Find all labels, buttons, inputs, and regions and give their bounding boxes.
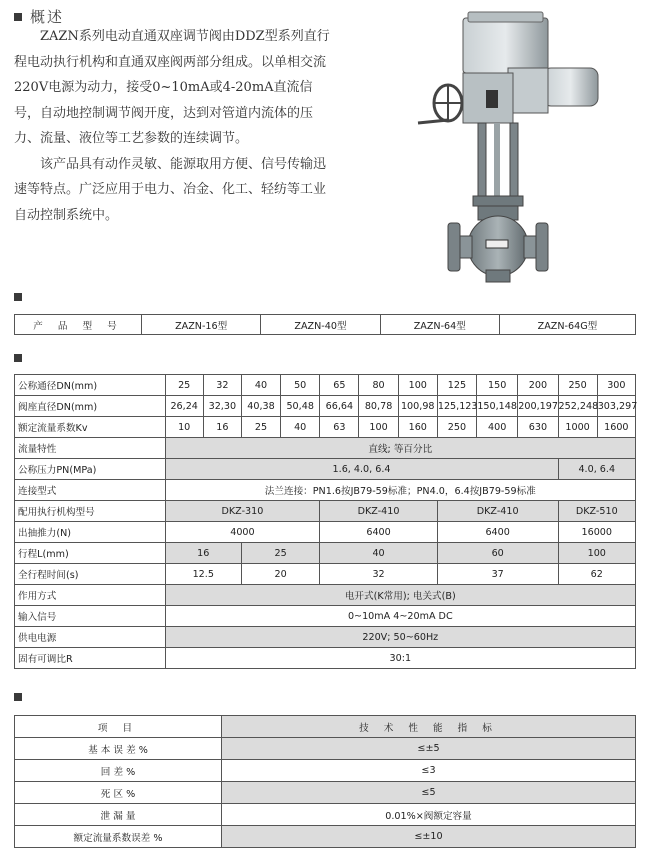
- kv-cell: 10: [165, 417, 203, 438]
- dn-cell: 80: [359, 375, 398, 396]
- overview-paragraph-2: 该产品具有动作灵敏、能源取用方便、信号传输迅速等特点。广泛应用于电力、冶金、化工、轻纺等工业自动控制系统中。: [14, 156, 327, 223]
- model-cell: ZAZN-64G型: [499, 315, 635, 335]
- thrust-label: 出抽推力(N): [15, 522, 166, 543]
- flow-char-label: 流量特性: [15, 438, 166, 459]
- table-row: [15, 438, 636, 459]
- thrust-cell: 6400: [320, 522, 438, 543]
- dn-cell: 32: [203, 375, 241, 396]
- power-label: 供电电源: [15, 627, 166, 648]
- seat-cell: 150,148: [477, 396, 518, 417]
- table-row: [15, 522, 636, 543]
- perf-item: 泄 漏 量: [15, 804, 222, 826]
- perf-value: ≤5: [222, 782, 636, 804]
- table-row: [15, 585, 636, 606]
- table-row: [15, 417, 636, 438]
- model-section-header: [14, 293, 22, 301]
- kv-cell: 630: [518, 417, 558, 438]
- actuator-label: 配用执行机构型号: [15, 501, 166, 522]
- perf-head-item: 项 目: [15, 716, 222, 738]
- actuator-cell: DKZ-410: [437, 501, 558, 522]
- flow-char-value: 直线; 等百分比: [165, 438, 635, 459]
- actuator-cell: DKZ-310: [165, 501, 320, 522]
- dn-cell: 40: [241, 375, 280, 396]
- stroke-cell: 16: [165, 543, 241, 564]
- performance-table: [14, 715, 636, 848]
- stroke-label: 行程L(mm): [15, 543, 166, 564]
- table-row: [15, 648, 636, 669]
- table-row: [15, 480, 636, 501]
- input-value: 0~10mA 4~20mA DC: [165, 606, 635, 627]
- spec-table: [14, 374, 636, 669]
- table-row: [15, 315, 636, 335]
- time-label: 全行程时间(s): [15, 564, 166, 585]
- perf-item: 死 区 %: [15, 782, 222, 804]
- ratio-label: 固有可调比R: [15, 648, 166, 669]
- seat-cell: 125,123: [437, 396, 476, 417]
- table-row: [15, 396, 636, 417]
- table-row: [15, 459, 636, 480]
- perf-item: 额定流量系数误差 %: [15, 826, 222, 848]
- perf-value: ≤±10: [222, 826, 636, 848]
- dn-label: 公称通径DN(mm): [15, 375, 166, 396]
- section-bullet-icon: [14, 293, 22, 301]
- time-cell: 20: [241, 564, 319, 585]
- overview-title: 概述: [30, 8, 65, 26]
- seat-cell: 100,98: [398, 396, 437, 417]
- stroke-cell: 60: [437, 543, 558, 564]
- table-row: [15, 738, 636, 760]
- action-label: 作用方式: [15, 585, 166, 606]
- time-cell: 62: [558, 564, 636, 585]
- table-row: [15, 375, 636, 396]
- action-value: 电开式(K常用); 电关式(B): [165, 585, 635, 606]
- section-bullet-icon: [14, 354, 22, 362]
- seat-label: 阀座直径DN(mm): [15, 396, 166, 417]
- input-label: 输入信号: [15, 606, 166, 627]
- kv-cell: 250: [437, 417, 476, 438]
- model-cell: ZAZN-16型: [142, 315, 261, 335]
- actuator-cell: DKZ-410: [320, 501, 438, 522]
- kv-cell: 100: [359, 417, 398, 438]
- table-row: [15, 606, 636, 627]
- table-row: [15, 501, 636, 522]
- perf-item: 回 差 %: [15, 760, 222, 782]
- actuator-cell: DKZ-510: [558, 501, 636, 522]
- stroke-cell: 25: [241, 543, 319, 564]
- kv-cell: 25: [241, 417, 280, 438]
- time-cell: 12.5: [165, 564, 241, 585]
- time-cell: 32: [320, 564, 438, 585]
- pn-value: 1.6, 4.0, 6.4: [165, 459, 558, 480]
- model-cell: ZAZN-64型: [380, 315, 499, 335]
- perf-value: ≤±5: [222, 738, 636, 760]
- seat-cell: 66,64: [320, 396, 359, 417]
- table-row: [15, 760, 636, 782]
- overview-paragraph-1: ZAZN系列电动直通双座调节阀由DDZ型系列直行程电动执行机构和直通双座阀两部分组成。以单相交流220V电源为动力，接受0~10mA或4-20mA直流信号，自动地控制调节阀开度，达到对管道内流体的压力、流量、液位等工艺参数的连续调节。: [14, 29, 330, 146]
- model-label: 产 品 型 号: [15, 315, 142, 335]
- seat-cell: 252,248: [558, 396, 597, 417]
- perf-value: 0.01%×阀额定容量: [222, 804, 636, 826]
- seat-cell: 32,30: [203, 396, 241, 417]
- dn-cell: 125: [437, 375, 476, 396]
- pn-value-large: 4.0, 6.4: [558, 459, 636, 480]
- seat-cell: 26,24: [165, 396, 203, 417]
- perf-section-header: [14, 693, 22, 701]
- table-row: [15, 716, 636, 738]
- table-row: [15, 782, 636, 804]
- dn-cell: 200: [518, 375, 558, 396]
- perf-item: 基 本 误 差 %: [15, 738, 222, 760]
- section-bullet-icon: [14, 693, 22, 701]
- stroke-cell: 40: [320, 543, 438, 564]
- kv-cell: 160: [398, 417, 437, 438]
- model-table: [14, 314, 636, 335]
- perf-value: ≤3: [222, 760, 636, 782]
- power-value: 220V; 50~60Hz: [165, 627, 635, 648]
- seat-cell: 200,197: [518, 396, 558, 417]
- table-row: [15, 627, 636, 648]
- overview-text: [14, 24, 334, 228]
- stroke-cell: 100: [558, 543, 636, 564]
- seat-cell: 50,48: [281, 396, 320, 417]
- kv-cell: 400: [477, 417, 518, 438]
- dn-cell: 150: [477, 375, 518, 396]
- time-cell: 37: [437, 564, 558, 585]
- spec-section-header: [14, 354, 22, 362]
- seat-cell: 40,38: [241, 396, 280, 417]
- ratio-value: 30:1: [165, 648, 635, 669]
- kv-cell: 16: [203, 417, 241, 438]
- model-cell: ZAZN-40型: [261, 315, 380, 335]
- thrust-cell: 16000: [558, 522, 636, 543]
- pn-label: 公称压力PN(MPa): [15, 459, 166, 480]
- dn-cell: 100: [398, 375, 437, 396]
- dn-cell: 65: [320, 375, 359, 396]
- kv-label: 额定流量系数Kv: [15, 417, 166, 438]
- dn-cell: 25: [165, 375, 203, 396]
- electric-valve-image: [408, 8, 618, 288]
- table-row: [15, 804, 636, 826]
- dn-cell: 300: [597, 375, 635, 396]
- perf-head-value: 技 术 性 能 指 标: [222, 716, 636, 738]
- kv-cell: 1000: [558, 417, 597, 438]
- kv-cell: 1600: [597, 417, 635, 438]
- table-row: [15, 543, 636, 564]
- seat-cell: 303,297: [597, 396, 635, 417]
- table-row: [15, 564, 636, 585]
- conn-value: 法兰连接：PN1.6按JB79-59标准；PN4.0，6.4按JB79-59标准: [165, 480, 635, 501]
- conn-label: 连接型式: [15, 480, 166, 501]
- seat-cell: 80,78: [359, 396, 398, 417]
- section-bullet-icon: [14, 13, 22, 21]
- table-row: [15, 826, 636, 848]
- kv-cell: 40: [281, 417, 320, 438]
- thrust-cell: 6400: [437, 522, 558, 543]
- dn-cell: 50: [281, 375, 320, 396]
- kv-cell: 63: [320, 417, 359, 438]
- dn-cell: 250: [558, 375, 597, 396]
- thrust-cell: 4000: [165, 522, 320, 543]
